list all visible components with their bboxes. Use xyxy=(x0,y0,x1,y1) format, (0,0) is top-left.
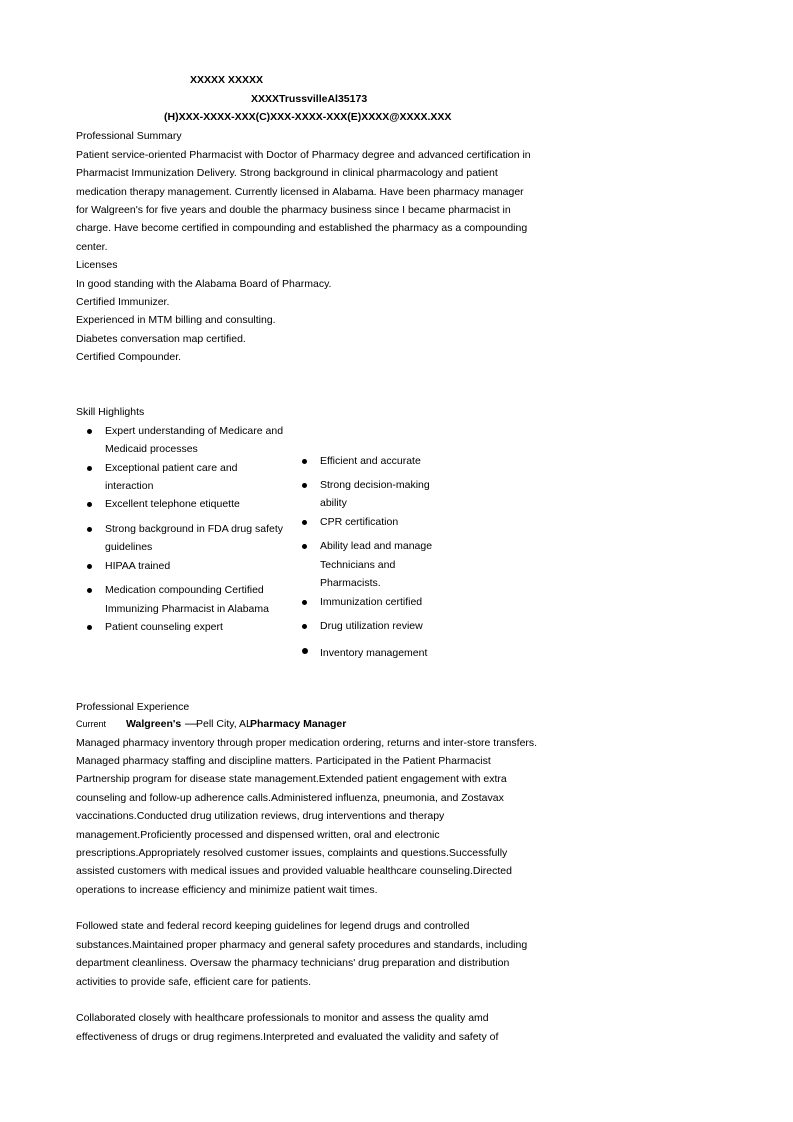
skill-item: Ability lead and manage xyxy=(320,540,433,552)
experience-line: management.Proficiently processed and dispensed written, oral and electronic xyxy=(76,829,440,841)
job-title: Pharmacy Manager xyxy=(250,718,347,730)
summary-heading: Professional Summary xyxy=(76,130,182,142)
summary-line: charge. Have become certified in compounding and established the pharmacy as a compounding xyxy=(76,222,528,234)
summary-line: Pharmacist Immunization Delivery. Strong background in clinical pharmacology and patient xyxy=(76,167,498,179)
skill-item: interaction xyxy=(105,480,154,492)
skill-item: Expert understanding of Medicare and xyxy=(105,425,284,437)
experience-line: Managed pharmacy staffing and discipline matters. Participated in the Patient Pharmacist xyxy=(76,755,491,767)
skill-item: Immunizing Pharmacist in Alabama xyxy=(105,603,269,615)
bullet-icon xyxy=(87,564,92,569)
experience-line: Managed pharmacy inventory through proper medication ordering, returns and inter-store transfers. xyxy=(76,737,538,749)
bullet-icon xyxy=(302,544,307,549)
skill-item: CPR certification xyxy=(320,516,399,528)
experience-line: Collaborated closely with healthcare professionals to monitor and assess the quality amd xyxy=(76,1012,489,1024)
experience-line: prescriptions.Appropriately resolved customer issues, complaints and questions.Successfully xyxy=(76,847,508,859)
summary-line: for Walgreen's for five years and double the pharmacy business since I became pharmacist in xyxy=(76,204,511,216)
bullet-icon xyxy=(87,527,92,532)
bullet-icon xyxy=(302,624,307,629)
license-line: In good standing with the Alabama Board of Pharmacy. xyxy=(76,278,332,290)
experience-line: Partnership program for disease state management.Extended patient engagement with extra xyxy=(76,773,507,785)
summary-line: Patient service-oriented Pharmacist with Doctor of Pharmacy degree and advanced certification in xyxy=(76,149,531,161)
experience-line: Followed state and federal record keeping guidelines for legend drugs and controlled xyxy=(76,920,470,932)
skill-item: Pharmacists. xyxy=(320,577,381,589)
skill-item: Strong background in FDA drug safety xyxy=(105,523,284,535)
address: XXXXTrussvilleAl35173 xyxy=(251,93,368,105)
skill-item: Medication compounding Certified xyxy=(105,584,264,596)
bullet-icon xyxy=(87,466,92,471)
bullet-icon xyxy=(87,429,92,434)
skill-item: Patient counseling expert xyxy=(105,621,223,633)
licenses-heading: Licenses xyxy=(76,259,118,271)
skill-item: Strong decision-making xyxy=(320,479,430,491)
job-date: Current xyxy=(76,719,107,729)
skill-item: Efficient and accurate xyxy=(320,455,421,467)
bullet-icon xyxy=(302,648,308,654)
skill-item: ability xyxy=(320,497,347,509)
skill-item: guidelines xyxy=(105,541,153,553)
license-line: Certified Immunizer. xyxy=(76,296,170,308)
skill-item: Medicaid processes xyxy=(105,443,198,455)
bullet-icon xyxy=(87,588,92,593)
bullet-icon xyxy=(302,483,307,488)
license-line: Diabetes conversation map certified. xyxy=(76,333,246,345)
job-location: Pell City, AL xyxy=(196,718,252,730)
experience-line: activities to provide safe, efficient care for patients. xyxy=(76,976,312,988)
license-line: Certified Compounder. xyxy=(76,351,182,363)
bullet-icon xyxy=(87,625,92,630)
candidate-name: XXXXX XXXXX xyxy=(190,74,263,86)
bullet-icon xyxy=(302,459,307,464)
skill-item: Immunization certified xyxy=(320,596,423,608)
skills-heading: Skill Highlights xyxy=(76,406,145,418)
experience-line: counseling and follow-up adherence calls.Administered influenza, pneumonia, and Zostavax xyxy=(76,792,504,804)
experience-line: department cleanliness. Oversaw the pharmacy technicians' drug preparation and distribution xyxy=(76,957,510,969)
experience-heading: Professional Experience xyxy=(76,701,190,713)
skill-item: Drug utilization review xyxy=(320,620,423,632)
skill-item: Inventory management xyxy=(320,647,428,659)
bullet-icon xyxy=(87,502,92,507)
bullet-icon xyxy=(302,520,307,525)
skill-item: Exceptional patient care and xyxy=(105,462,238,474)
summary-line: center. xyxy=(76,241,108,253)
experience-line: assisted customers with medical issues and provided valuable healthcare counseling.Directed xyxy=(76,865,512,877)
job-employer: Walgreen's xyxy=(126,718,182,730)
bullet-icon xyxy=(302,600,307,605)
license-line: Experienced in MTM billing and consulting. xyxy=(76,314,276,326)
summary-line: medication therapy management. Currently licensed in Alabama. Have been pharmacy manager xyxy=(76,186,524,198)
experience-line: operations to increase efficiency and minimize patient wait times. xyxy=(76,884,378,896)
experience-line: substances.Maintained proper pharmacy and general safety procedures and standards, including xyxy=(76,939,528,951)
job-dash: — xyxy=(185,716,197,730)
skill-item: Excellent telephone etiquette xyxy=(105,498,240,510)
experience-line: vaccinations.Conducted drug utilization reviews, drug interventions and therapy xyxy=(76,810,445,822)
contact-info: (H)XXX-XXXX-XXX(C)XXX-XXXX-XXX(E)XXXX@XXXX.XXX xyxy=(164,111,452,123)
skill-item: HIPAA trained xyxy=(105,560,171,572)
experience-line: effectiveness of drugs or drug regimens.Interpreted and evaluated the validity and safety of xyxy=(76,1031,499,1043)
skill-item: Technicians and xyxy=(320,559,396,571)
